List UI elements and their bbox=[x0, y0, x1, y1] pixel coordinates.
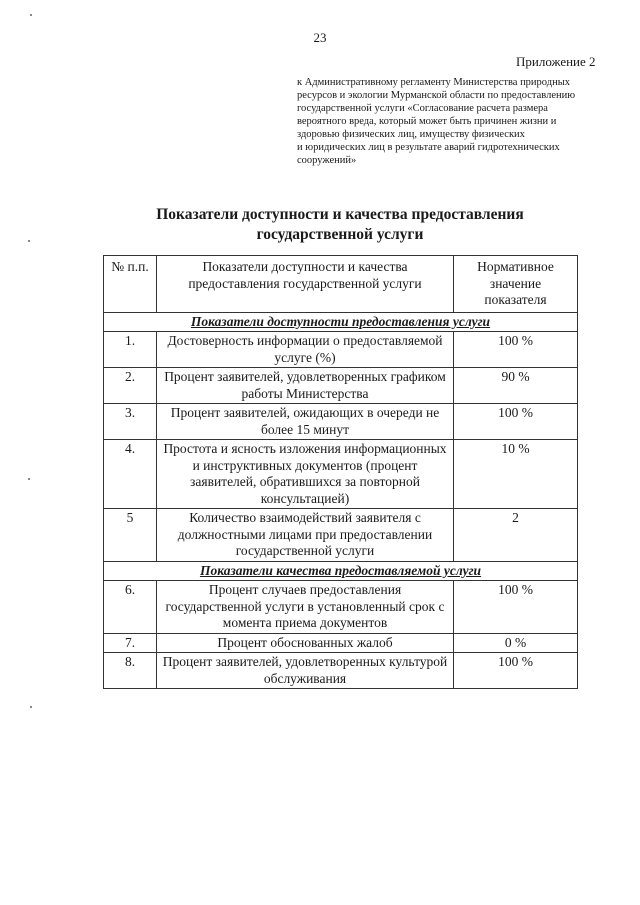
table-row bbox=[104, 332, 578, 368]
row-value: 100 % bbox=[454, 404, 578, 440]
row-number: 5 bbox=[104, 509, 157, 562]
row-value: 100 % bbox=[454, 653, 578, 689]
appendix-reference-note bbox=[297, 76, 609, 167]
row-value: 2 bbox=[454, 509, 578, 562]
row-indicator: Процент заявителей, ожидающих в очереди не более 15 минут bbox=[157, 404, 454, 440]
row-value: 100 % bbox=[454, 581, 578, 634]
row-value: 10 % bbox=[454, 440, 578, 509]
table-header-row bbox=[104, 256, 578, 313]
appendix-label: Приложение 2 bbox=[516, 54, 596, 69]
row-indicator: Процент обоснованных жалоб bbox=[157, 633, 454, 653]
row-number: 1. bbox=[104, 332, 157, 368]
title-line-2: государственной услуги bbox=[256, 226, 424, 243]
row-indicator: Количество взаимодействий заявителя с должностными лицами при предоставлении государственной услуги bbox=[157, 509, 454, 562]
table-row bbox=[104, 653, 578, 689]
reference-note-line: и юридических лиц в результате аварий гидротехнических bbox=[297, 142, 560, 153]
row-value: 90 % bbox=[454, 368, 578, 404]
row-value: 100 % bbox=[454, 332, 578, 368]
table-row bbox=[104, 581, 578, 634]
header-number: № п.п. bbox=[104, 256, 157, 313]
reference-note-line: здоровью физических лиц, имуществу физических bbox=[297, 129, 525, 140]
row-number: 3. bbox=[104, 404, 157, 440]
row-indicator: Достоверность информации о предоставляемой услуге (%) bbox=[157, 332, 454, 368]
row-number: 2. bbox=[104, 368, 157, 404]
reference-note-line: ресурсов и экологии Мурманской области по предоставлению bbox=[297, 90, 576, 101]
scan-mark bbox=[28, 478, 30, 480]
table-body bbox=[104, 312, 578, 689]
header-normative-value: Нормативное значение показателя bbox=[454, 256, 578, 313]
section-title: Показатели качества предоставляемой услуги bbox=[104, 561, 578, 581]
header-indicator: Показатели доступности и качества предоставления государственной услуги bbox=[157, 256, 454, 313]
indicators-table bbox=[103, 255, 578, 689]
section-row bbox=[104, 561, 578, 581]
row-indicator: Процент случаев предоставления государственной услуги в установленный срок с момента приема документов bbox=[157, 581, 454, 634]
table-row bbox=[104, 440, 578, 509]
section-title: Показатели доступности предоставления услуги bbox=[104, 312, 578, 332]
document-title bbox=[0, 205, 640, 245]
reference-note-line: вероятного вреда, который может быть причинен жизни и bbox=[297, 116, 557, 127]
scan-mark bbox=[30, 706, 32, 708]
page-number: 23 bbox=[313, 30, 327, 45]
table-row bbox=[104, 368, 578, 404]
reference-note-line: сооружений» bbox=[297, 155, 357, 166]
row-indicator: Процент заявителей, удовлетворенных графиком работы Министерства bbox=[157, 368, 454, 404]
row-value: 0 % bbox=[454, 633, 578, 653]
row-number: 4. bbox=[104, 440, 157, 509]
row-indicator: Простота и ясность изложения информационных и инструктивных документов (процент заявителей, обратившихся за повторной консультацией) bbox=[157, 440, 454, 509]
table-row bbox=[104, 404, 578, 440]
row-number: 6. bbox=[104, 581, 157, 634]
table-row bbox=[104, 633, 578, 653]
reference-note-line: государственной услуги «Согласование расчета размера bbox=[297, 103, 548, 114]
row-number: 7. bbox=[104, 633, 157, 653]
scan-mark bbox=[30, 14, 32, 16]
reference-note-line: к Административному регламенту Министерства природных bbox=[297, 77, 571, 88]
row-number: 8. bbox=[104, 653, 157, 689]
title-line-1: Показатели доступности и качества предоставления bbox=[156, 206, 524, 223]
section-row bbox=[104, 312, 578, 332]
row-indicator: Процент заявителей, удовлетворенных культурой обслуживания bbox=[157, 653, 454, 689]
table-row bbox=[104, 509, 578, 562]
